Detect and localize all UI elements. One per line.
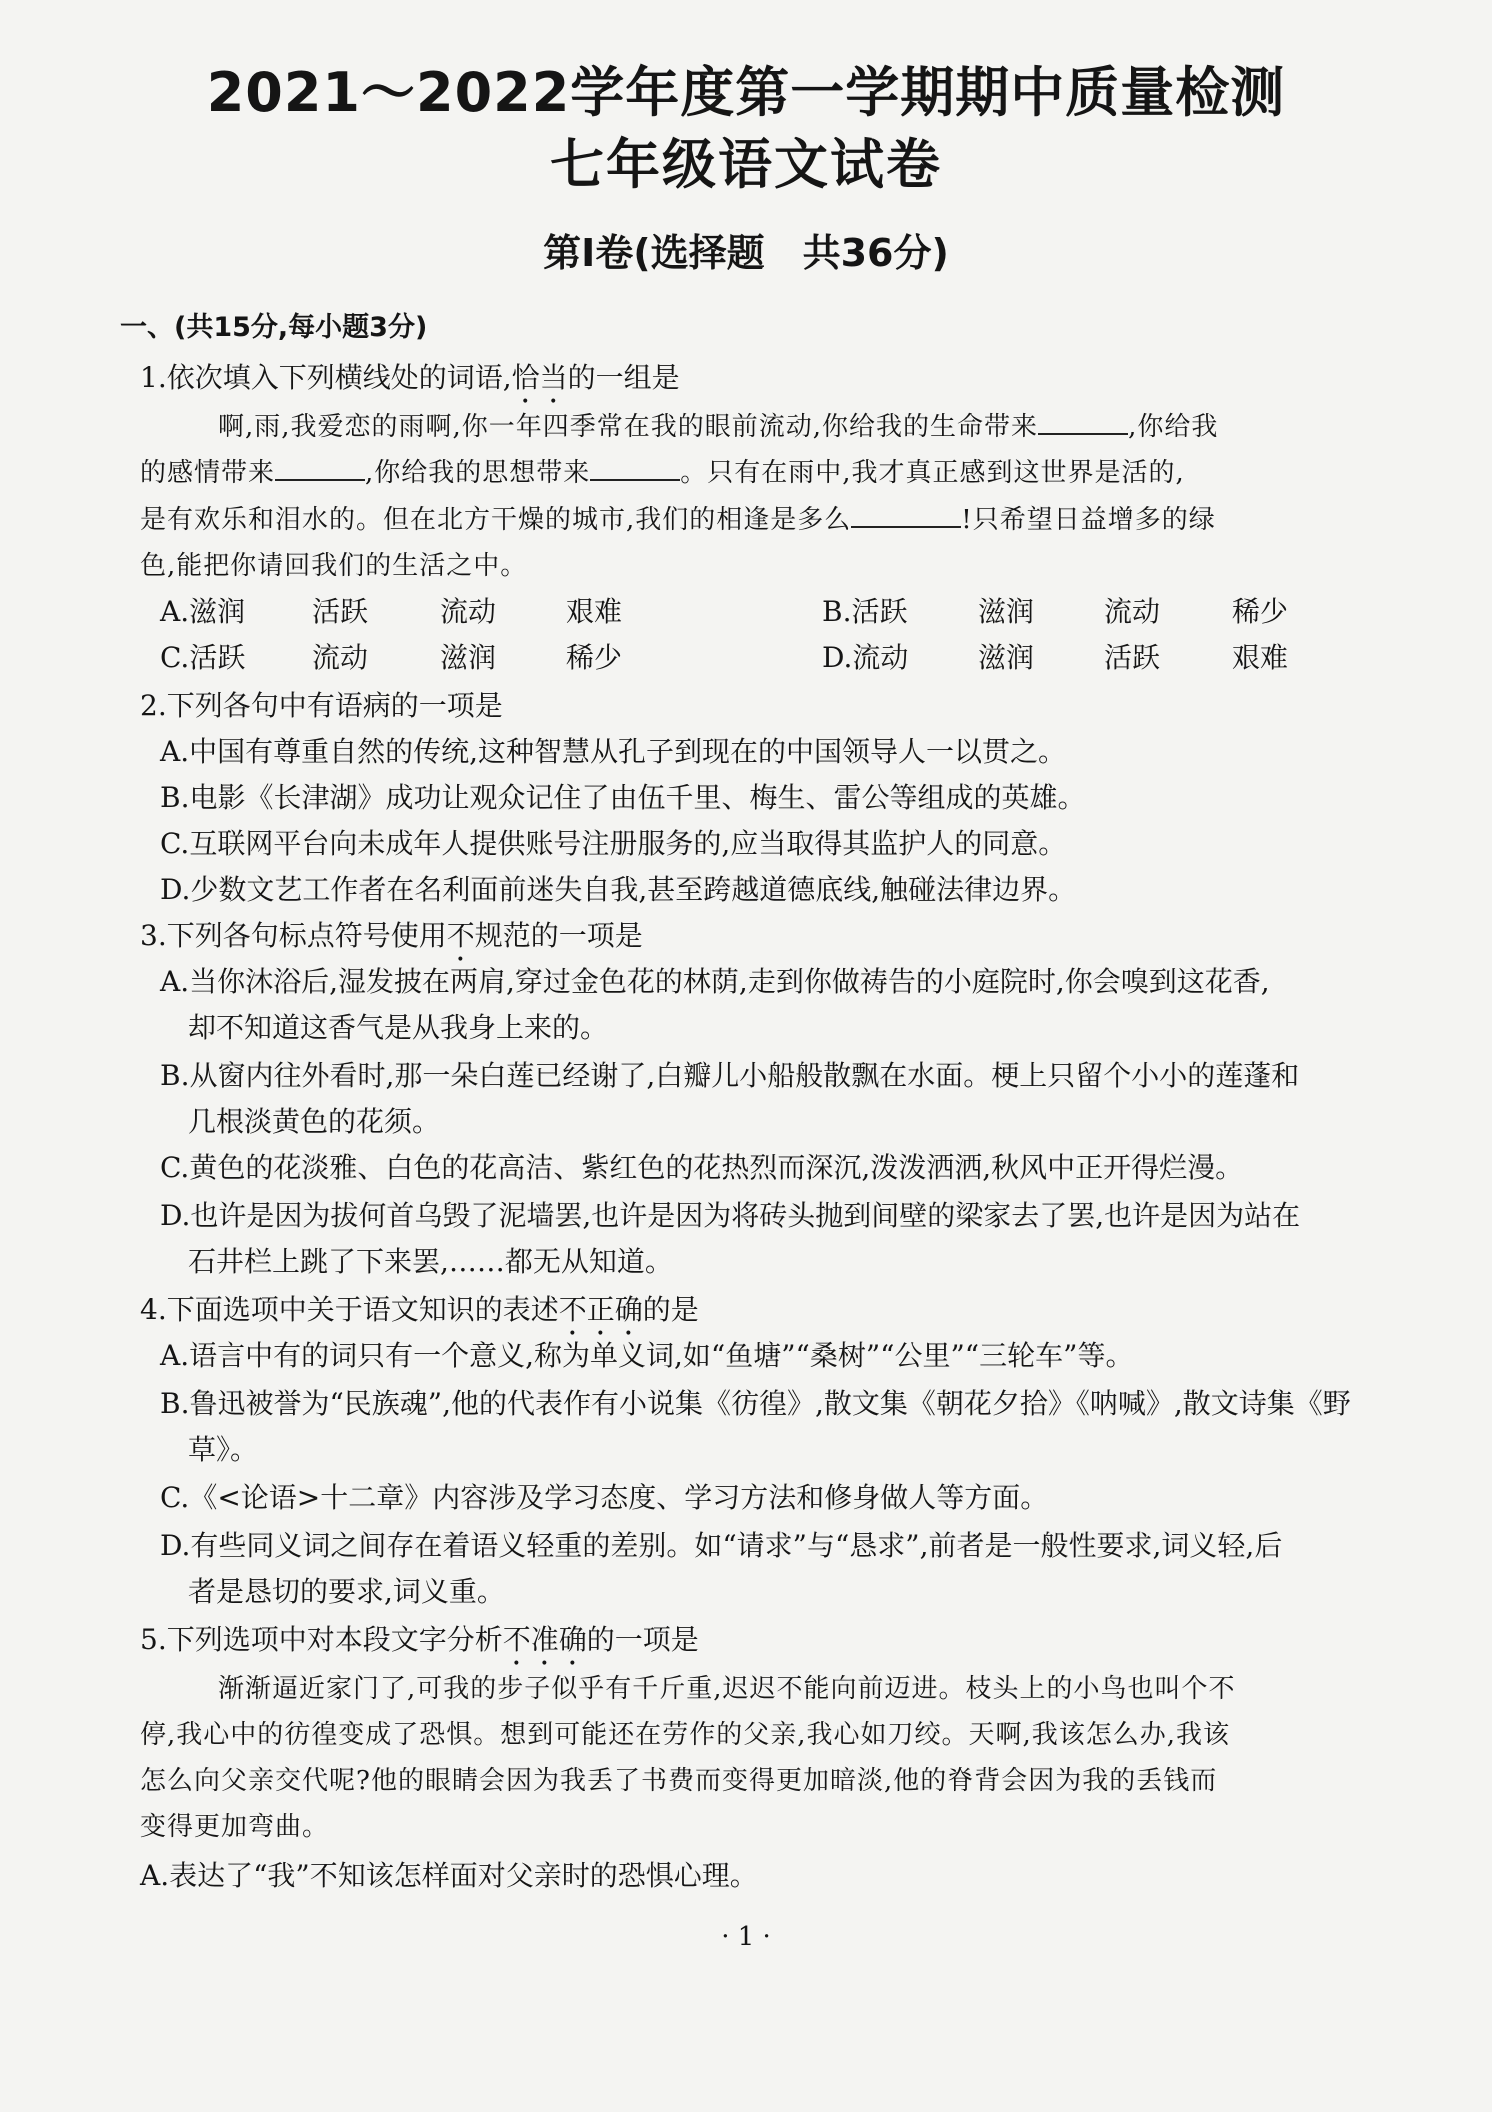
- emphasis-text: 恰当: [511, 361, 568, 394]
- stem-text: 4.下面选项中关于语文知识的表述: [140, 1293, 559, 1326]
- stem-text: 的一项是: [586, 1623, 699, 1656]
- option-a-word: A.滋润: [160, 595, 246, 628]
- passage-line: 变得更加弯曲。: [140, 1812, 330, 1842]
- question-3-option-b-cont: 几根淡黄色的花须。: [188, 1105, 441, 1138]
- stem-text: 3.下列各句标点符号使用: [140, 919, 447, 952]
- option-a-word: 活跃: [312, 595, 369, 628]
- question-5-option-a: A.表达了“我”不知该怎样面对父亲时的恐惧心理。: [140, 1859, 758, 1892]
- question-3-option-d: D.也许是因为拔何首乌毁了泥墙罢,也许是因为将砖头抛到间壁的梁家去了罢,也许是因为站在: [160, 1199, 1301, 1232]
- page-number: · 1 ·: [721, 1922, 771, 1952]
- answer-blank: [1038, 407, 1128, 435]
- option-d-word: 艰难: [1232, 641, 1289, 674]
- section-heading: 一、(共15分,每小题3分): [120, 312, 428, 343]
- question-2-option-d: D.少数文艺工作者在名利面前迷失自我,甚至跨越道德底线,触碰法律边界。: [160, 873, 1077, 906]
- option-c-word: 流动: [312, 641, 369, 674]
- option-a-word: 流动: [440, 595, 497, 628]
- passage-text: 的感情带来: [140, 458, 276, 488]
- answer-blank: [275, 453, 365, 481]
- question-2-option-a: A.中国有尊重自然的传统,这种智慧从孔子到现在的中国领导人一以贯之。: [160, 735, 1067, 768]
- stem-text: 规范的一项是: [474, 919, 643, 952]
- question-1-stem: [140, 356, 680, 410]
- stem-text: 的是: [642, 1293, 699, 1326]
- stem-text: 5.下列选项中对本段文字分析: [140, 1623, 503, 1656]
- question-2-option-b: B.电影《长津湖》成功让观众记住了由伍千里、梅生、雷公等组成的英雄。: [160, 781, 1086, 814]
- answer-blank: [851, 500, 961, 528]
- option-d-word: D.流动: [822, 641, 909, 674]
- emphasis-text: 不准确: [502, 1623, 587, 1656]
- question-2-option-c: C.互联网平台向未成年人提供账号注册服务的,应当取得其监护人的同意。: [160, 827, 1067, 860]
- passage-line: [218, 406, 1218, 443]
- passage-line: 色,能把你请回我们的生活之中。: [140, 551, 528, 581]
- option-c-word: C.活跃: [160, 641, 246, 674]
- option-a-word: 艰难: [566, 595, 623, 628]
- option-b-word: 稀少: [1232, 595, 1289, 628]
- question-4-option-d: D.有些同义词之间存在着语义轻重的差别。如“请求”与“恳求”,前者是一般性要求,词义轻,后: [160, 1529, 1283, 1562]
- emphasis-text: 不正确: [558, 1293, 643, 1326]
- exam-title-subject: 七年级语文试卷: [550, 133, 942, 196]
- exam-title: 2021～2022学年度第一学期期中质量检测: [206, 61, 1286, 124]
- emphasis-text: 不: [446, 919, 475, 952]
- question-3-option-d-cont: 石井栏上跳了下来罢,……都无从知道。: [188, 1245, 673, 1278]
- option-b-word: B.活跃: [822, 595, 908, 628]
- passage-text: 。只有在雨中,我才真正感到这世界是活的,: [680, 458, 1185, 488]
- option-c-word: 稀少: [566, 641, 623, 674]
- question-3-option-c: C.黄色的花淡雅、白色的花高洁、紫红色的花热烈而深沉,泼泼洒洒,秋风中正开得烂漫。: [160, 1151, 1244, 1184]
- passage-line: [140, 499, 1216, 536]
- question-3-option-a: A.当你沐浴后,湿发披在两肩,穿过金色花的林荫,走到你做祷告的小庭院时,你会嗅到这花香,: [160, 965, 1270, 998]
- passage-text: !只希望日益增多的绿: [961, 505, 1216, 535]
- passage-line: 渐渐逼近家门了,可我的步子似乎有千斤重,迟迟不能向前迈进。枝头上的小鸟也叫个不: [218, 1674, 1236, 1704]
- option-d-word: 活跃: [1104, 641, 1161, 674]
- stem-text: 1.依次填入下列横线处的词语,: [140, 361, 512, 394]
- passage-line: 停,我心中的彷徨变成了恐惧。想到可能还在劳作的父亲,我心如刀绞。天啊,我该怎么办,我该: [140, 1720, 1231, 1750]
- option-b-word: 流动: [1104, 595, 1161, 628]
- question-5-stem: [140, 1618, 699, 1672]
- question-3-option-b: B.从窗内往外看时,那一朵白莲已经谢了,白瓣儿小船般散飘在水面。梗上只留个小小的莲蓬和: [160, 1059, 1300, 1092]
- answer-blank: [590, 453, 680, 481]
- passage-text: 啊,雨,我爱恋的雨啊,你一年四季常在我的眼前流动,你给我的生命带来: [218, 412, 1039, 442]
- question-4-option-c: C.《<论语>十二章》内容涉及学习态度、学习方法和修身做人等方面。: [160, 1481, 1049, 1514]
- question-4-option-a: A.语言中有的词只有一个意义,称为单义词,如“鱼塘”“桑树”“公里”“三轮车”等。: [160, 1339, 1134, 1372]
- question-4-option-d-cont: 者是恳切的要求,词义重。: [188, 1575, 505, 1608]
- passage-text: ,你给我的思想带来: [365, 458, 591, 488]
- passage-line: 怎么向父亲交代呢?他的眼睛会因为我丢了书费而变得更加暗淡,他的脊背会因为我的丢钱而: [140, 1766, 1218, 1796]
- passage-text: 是有欢乐和泪水的。但在北方干燥的城市,我们的相逢是多么: [140, 505, 852, 535]
- question-4-option-b-cont: 草》。: [188, 1433, 259, 1466]
- question-4-option-b: B.鲁迅被誉为“民族魂”,他的代表作有小说集《彷徨》,散文集《朝花夕拾》《呐喊》,散文诗集《野: [160, 1387, 1351, 1420]
- question-2-stem: 2.下列各句中有语病的一项是: [140, 689, 503, 722]
- passage-line: [140, 452, 1185, 489]
- passage-text: ,你给我: [1128, 412, 1219, 442]
- question-3-option-a-cont: 却不知道这香气是从我身上来的。: [188, 1011, 609, 1044]
- option-d-word: 滋润: [978, 641, 1035, 674]
- option-b-word: 滋润: [978, 595, 1035, 628]
- option-c-word: 滋润: [440, 641, 497, 674]
- stem-text: 的一组是: [567, 361, 680, 394]
- part-heading: 第Ⅰ卷(选择题 共36分): [543, 231, 949, 275]
